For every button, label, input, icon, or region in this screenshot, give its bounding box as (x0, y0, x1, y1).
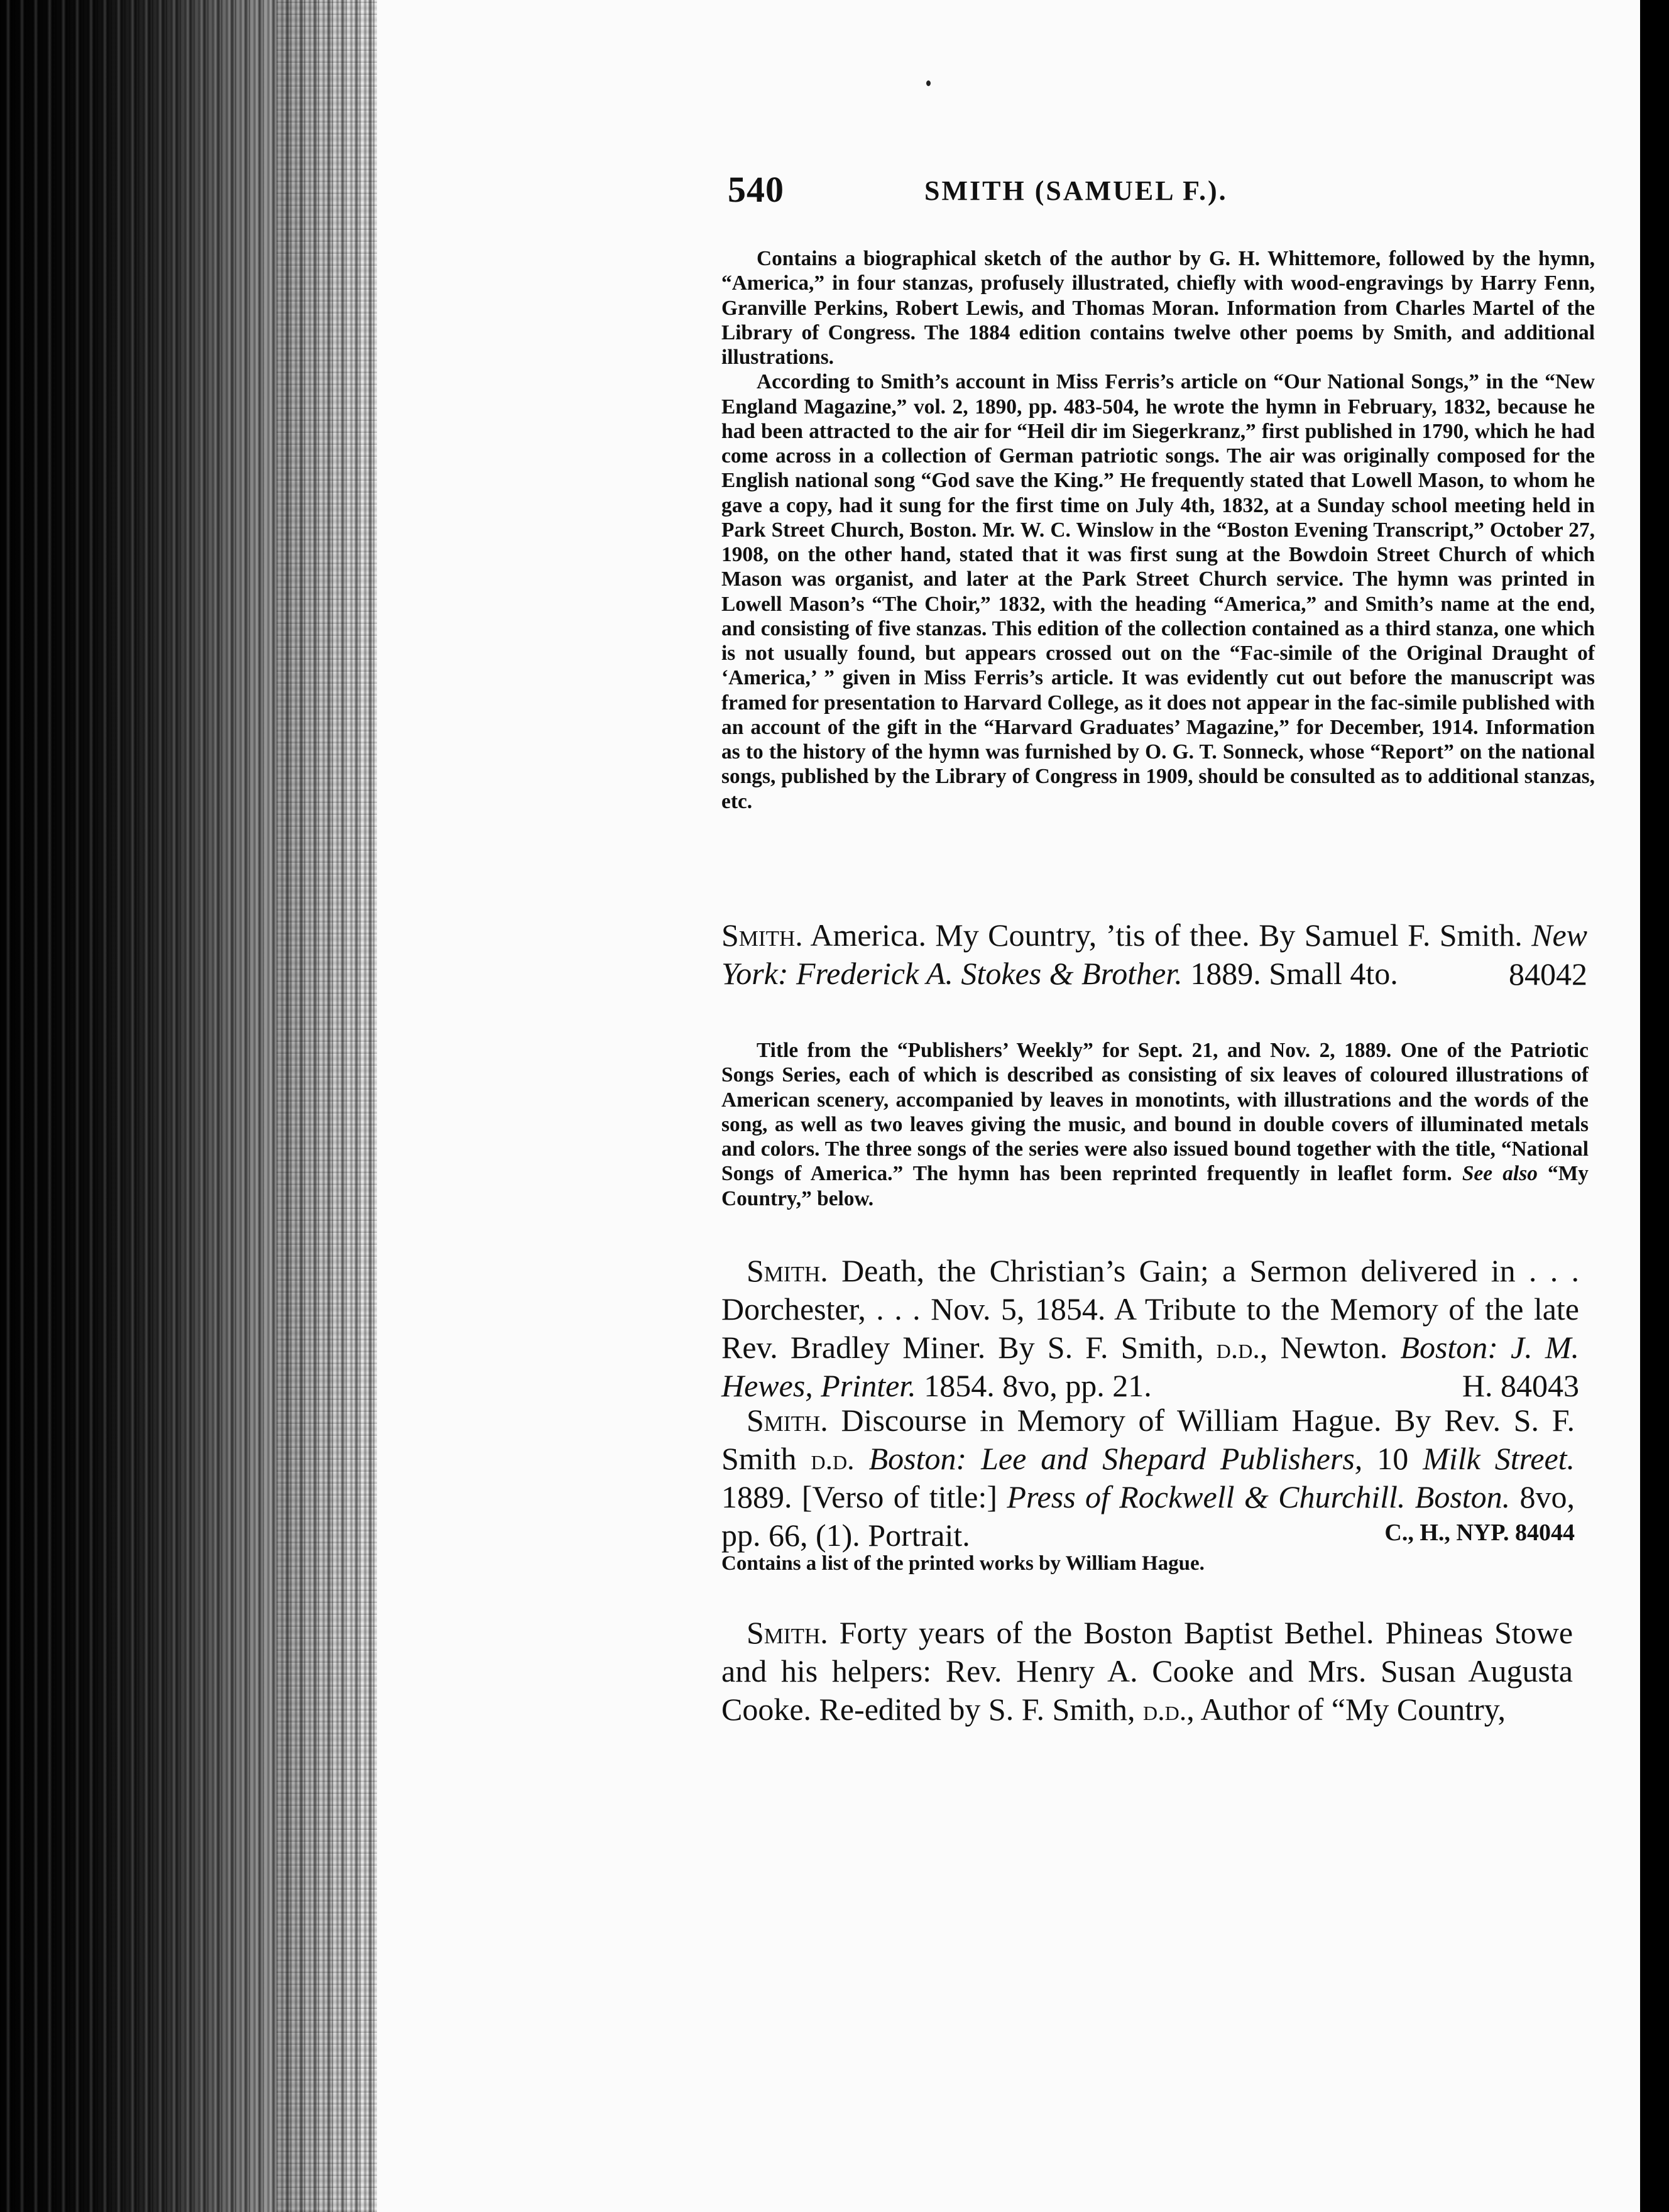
entry-details: 8vo, pp. 66, (1). Portrait. (721, 1479, 1575, 1553)
page-number: 540 (728, 169, 784, 210)
biographical-note (721, 246, 1595, 814)
entry-author: Smith. (747, 1615, 828, 1650)
page-header (721, 168, 1356, 219)
entry-details: 1854. 8vo, pp. 21. (924, 1368, 1152, 1404)
entry-author: Smith. (747, 1253, 828, 1288)
entry-degree: d.d. (1143, 1694, 1187, 1727)
entry-text: Smith. Death, the Christian’s Gain; a Sermon delivered in . . . Dorchester, . . . Nov. 5, 1854. A Tribute to the Memory of the late Rev. Bradley Miner. By S. F. Smith, d.d., Newton. Boston: J. M. Hewes, Printer. 1854. 8vo, pp. 21. (721, 1253, 1579, 1404)
entry-title: America. My Country, ’tis of thee. By Samuel F. Smith. (810, 917, 1523, 953)
entry-details: 1889. Small 4to. (1190, 956, 1398, 992)
scan-border (1640, 0, 1669, 2212)
entry-imprint: Boston: J. M. Hewes, Printer. (721, 1330, 1579, 1404)
note-paragraph-2: According to Smith’s account in Miss Ferris’s article on “Our National Songs,” in the “New England Magazine,” vol. 2, 1890, pp. 483-504, he wrote the hymn in February, 1832, because he had been attracted to the air for “Heil dir im Siegerkranz,” first published in 1790, which he had come across in a collection of German patriotic songs. The air was originally composed for the English national song “God save the King.” He frequently stated that Lowell Mason, to whom he gave a copy, had it sung for the first time on July 4th, 1832, at a Sunday school meeting held in Park Street Church, Boston. Mr. W. C. Winslow in the “Boston Evening Transcript,” October 27, 1908, on the other hand, stated that it was first sung at the Bowdoin Street Church of which Mason was organist, and later at the Park Street Church service. The hymn was printed in Lowell Mason’s “The Choir,” 1832, with the heading “America,” and Smith’s name at the end, and consisting of five stanzas. This edition of the collection contained as a third stanza, one which is not usually found, but appears crossed out on the “Fac-simile of the Original Draught of ‘America,’ ” given in Miss Ferris’s article. It was evidently cut out before the manuscript was framed for presentation to Harvard College, as it does not appear in the fac-simile published with an account of the gift in the “Harvard Graduates’ Magazine,” for December, 1914. Information as to the history of the hymn was furnished by O. G. T. Sonneck, whose “Report” on the national songs, published by the Library of Congress in 1909, should be consulted as to additional stanzas, etc. (721, 370, 1595, 813)
entry-84043 (721, 1252, 1579, 1405)
entry-84044 (721, 1401, 1575, 1576)
entry-84042 (721, 916, 1587, 994)
note-text: Title from the “Publishers’ Weekly” for Sept. 21, and Nov. 2, 1889. One of the Patriotic Songs Series, each of which is described as consisting of six leaves of coloured illustrations of American scenery, accompanied by leaves in monotints, with illustrations and the words of the song, as well as two leaves giving the music, and bound in double covers of illuminated metals and colors. The three songs of the series were also issued bound together with the title, “National Songs of America.” The hymn has been reprinted frequently in leaflet form. See also “My Country,” below. (721, 1039, 1589, 1210)
entry-text: Smith. Forty years of the Boston Baptist Bethel. Phineas Stowe and his helpers: Rev. Henry A. Cooke and Mrs. Susan Augusta Cooke. Re-edited by S. F. Smith, d.d., Author of “My Country, (721, 1615, 1573, 1727)
patriotic-songs-note (721, 1038, 1589, 1211)
speck-mark (926, 80, 931, 86)
entry-degree: d.d. (1216, 1332, 1260, 1365)
entry-number: H. 84043 (1462, 1368, 1579, 1404)
entry-degree: d.d. (811, 1443, 855, 1476)
entry-number: C., H., NYP. 84044 (1384, 1519, 1575, 1547)
entry-title: Forty years of the Boston Baptist Bethel. Phineas Stowe and his helpers: Rev. Henry A. Cooke and Mrs. Susan Augusta Cooke. Re-edited by S. F. Smith, (721, 1615, 1573, 1727)
entry-imprint: New York: Frederick A. Stokes & Brother. (721, 917, 1588, 992)
entry-title: Discourse in Memory of William Hague. By Rev. S. F. Smith (721, 1403, 1575, 1477)
entry-author: Smith. (747, 1403, 828, 1438)
note-paragraph-1: Contains a biographical sketch of the author by G. H. Whittemore, followed by the hymn, “America,” in four stanzas, profusely illustrated, chiefly with wood-engravings by Harry Fenn, Granville Perkins, Robert Lewis, and Thomas Moran. Information from Charles Martel of the Library of Congress. The 1884 edition contains twelve other poems by Smith, and additional illustrations. (721, 247, 1595, 369)
entry-note: Contains a list of the printed works by William Hague. (721, 1552, 1205, 1575)
entry-author: Smith. (721, 917, 803, 953)
entry-number: 84042 (1509, 956, 1587, 992)
spine-texture (276, 0, 377, 2212)
see-also: See also (1462, 1162, 1538, 1186)
entry-imprint: Boston: Lee and Shepard Publishers, (868, 1441, 1363, 1477)
entry-title: Death, the Christian’s Gain; a Sermon delivered in . . . Dorchester, . . . Nov. 5, 1854. A Tribute to the Memory of the late Rev. Bradley Miner. By S. F. Smith, (721, 1253, 1579, 1366)
entry-text: Smith. Discourse in Memory of William Hague. By Rev. S. F. Smith d.d. Boston: Lee and Shepard Publishers, 10 Milk Street. 1889. [Verso of title:] Press of Rockwell & Churchill. Boston. 8vo, pp. 66, (1). Portrait. (721, 1403, 1575, 1553)
entry-press: Press of Rockwell & Churchill. Boston. (1007, 1479, 1511, 1515)
entry-forty-years (721, 1614, 1573, 1729)
running-title: SMITH (SAMUEL F.). (924, 175, 1228, 206)
